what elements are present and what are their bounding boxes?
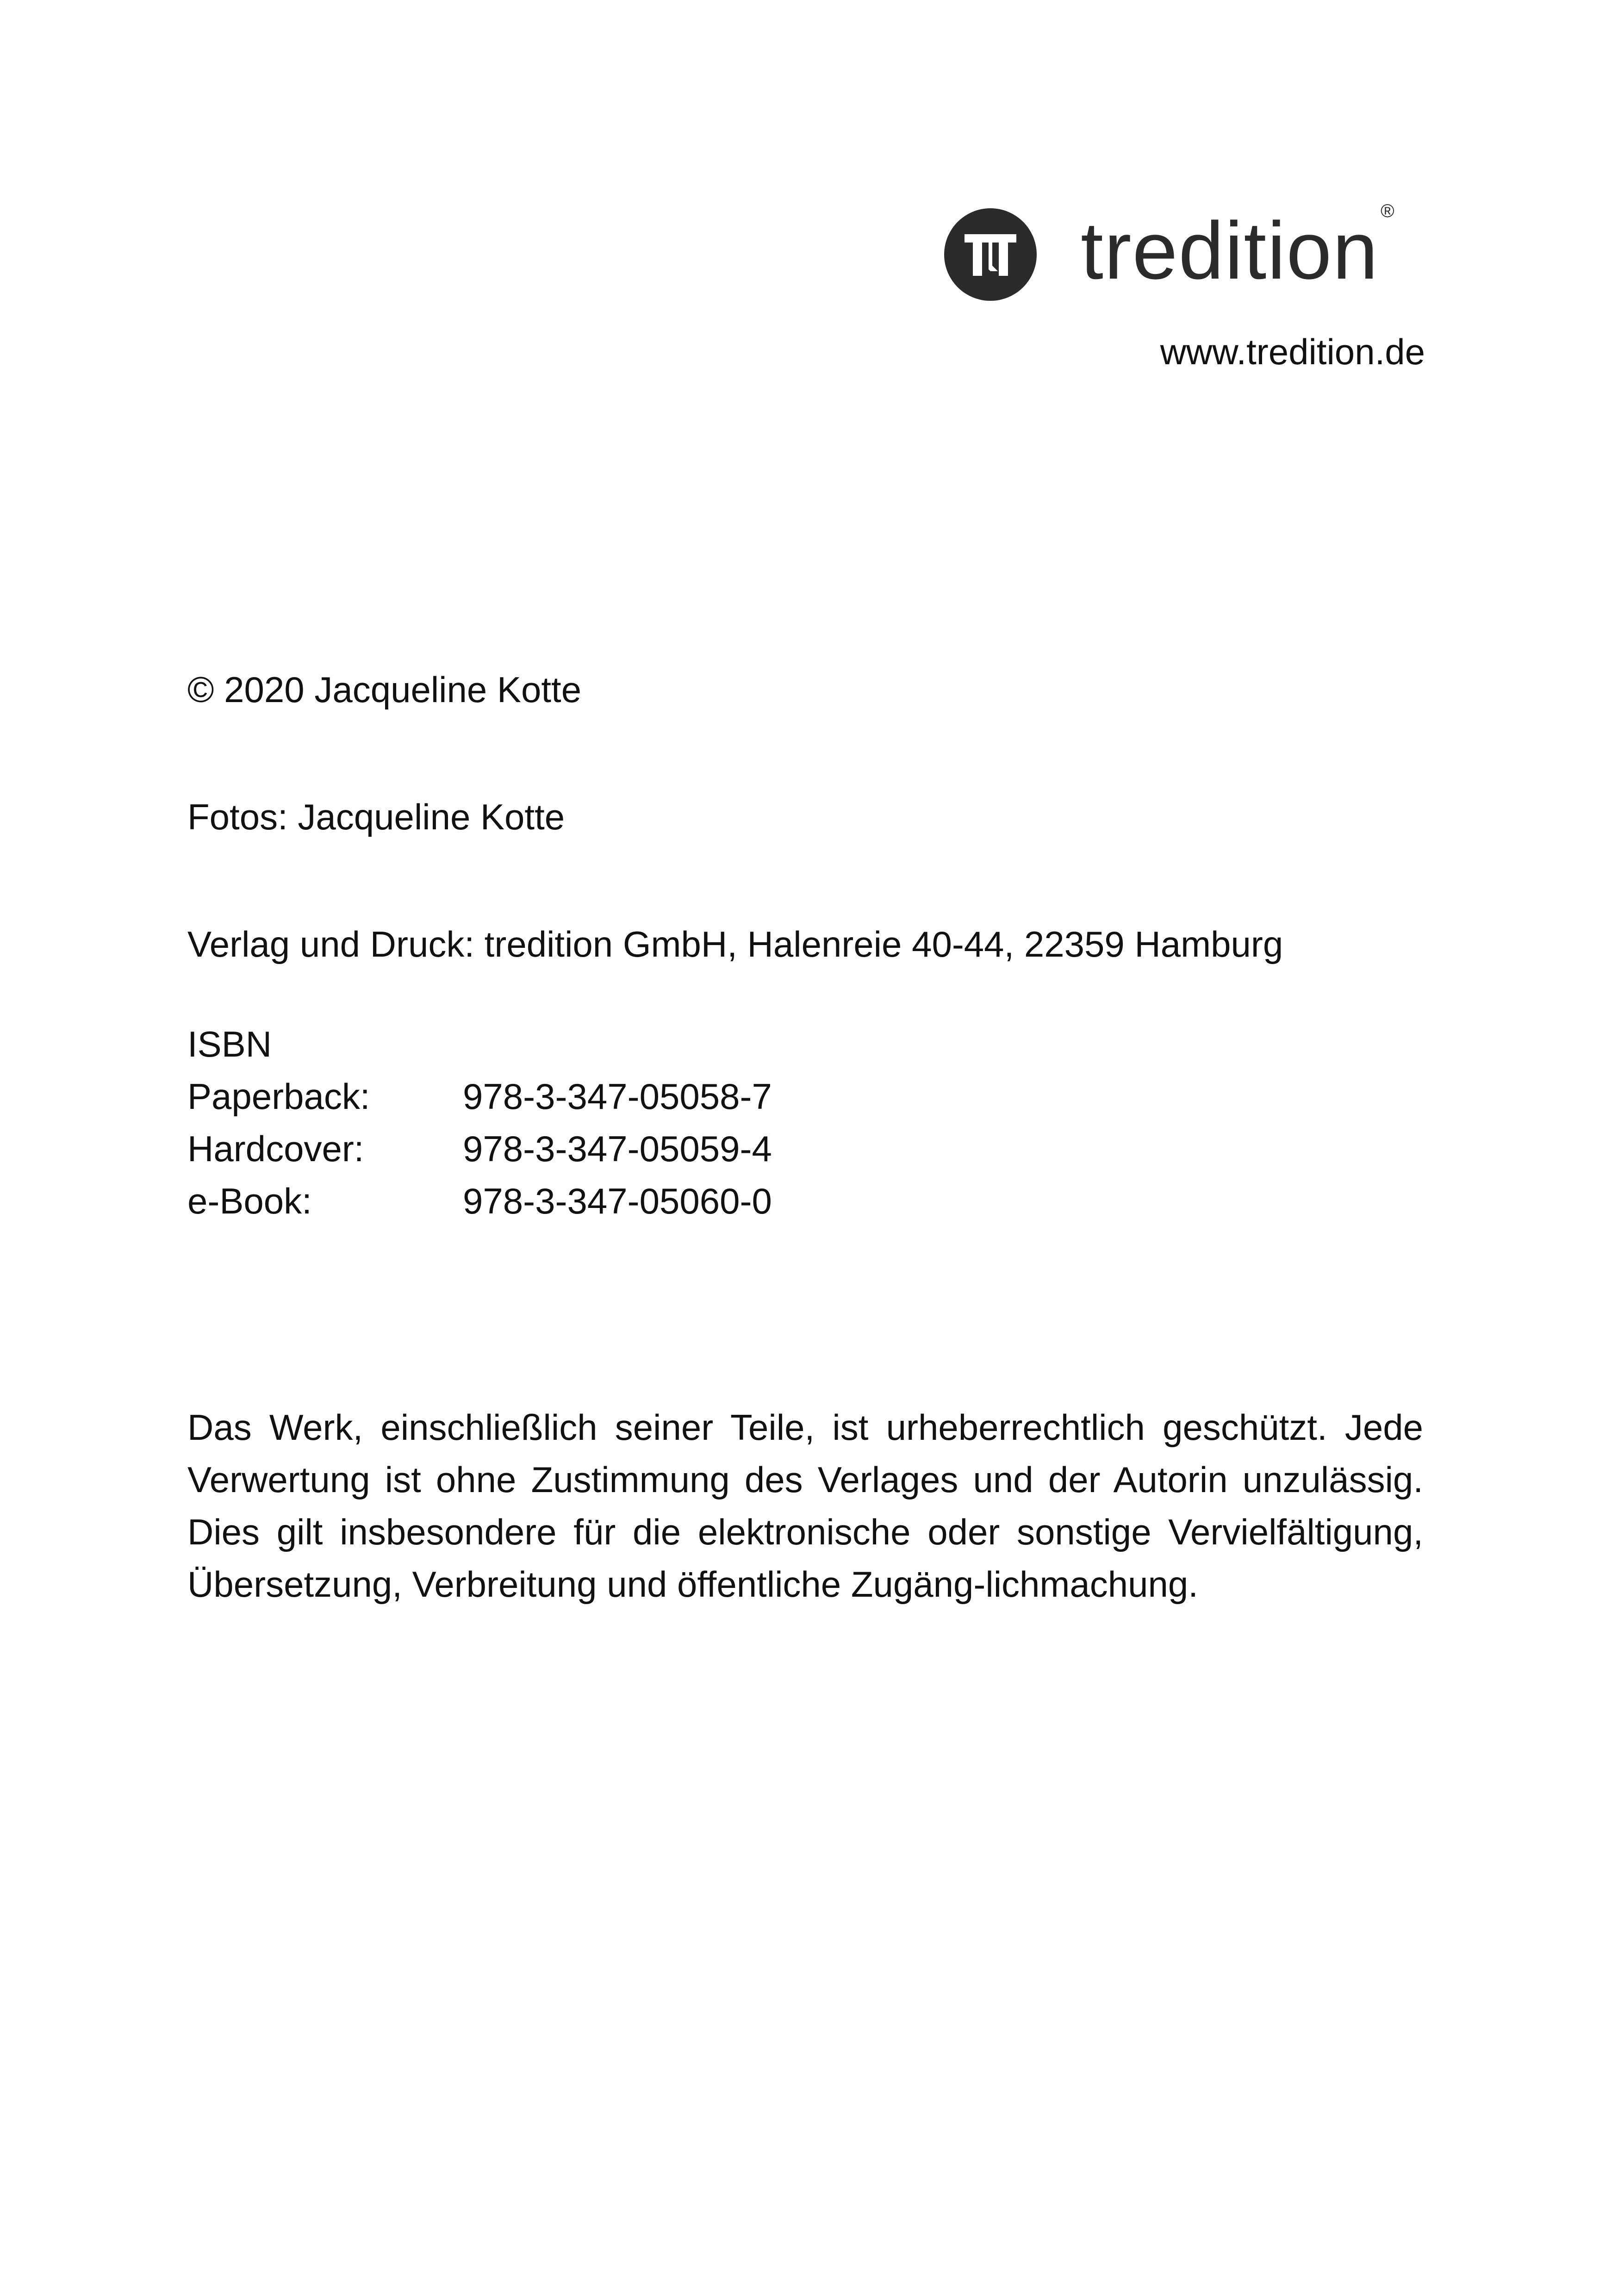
- copyright-line: © 2020 Jacqueline Kotte: [187, 669, 582, 710]
- isbn-value: 978-3-347-05058-7: [463, 1076, 772, 1117]
- isbn-row-hardcover: [187, 1123, 772, 1175]
- publisher-logo: [944, 201, 1425, 305]
- tredition-logo-icon: [944, 208, 1037, 301]
- isbn-label: e-Book:: [187, 1181, 312, 1221]
- isbn-heading: ISBN: [187, 1024, 272, 1064]
- legal-notice: Das Werk, einschließlich seiner Teile, ist urheberrechtlich geschützt. Jede Verwertung ist ohne Zustimmung des Verlages und der Autorin unzulässig. Dies gilt insbesondere für die elektronische oder sonstige Vervielfältigung, Übersetzung, Verbreitung und öffentliche Zugäng-lichmachung.: [187, 1407, 1423, 1605]
- isbn-row-paperback: [187, 1070, 772, 1123]
- isbn-label: Paperback:: [187, 1076, 370, 1117]
- logo-wordmark: tredition ®: [1081, 201, 1395, 296]
- photos-credit: Fotos: Jacqueline Kotte: [187, 796, 565, 837]
- registered-mark: ®: [1381, 201, 1395, 221]
- isbn-value: 978-3-347-05060-0: [463, 1181, 772, 1221]
- isbn-row-ebook: [187, 1175, 772, 1227]
- publisher-address: Verlag und Druck: tredition GmbH, Halenreie 40-44, 22359 Hamburg: [187, 924, 1283, 964]
- isbn-label: Hardcover:: [187, 1128, 364, 1169]
- isbn-block: [187, 1018, 772, 1227]
- publisher-website[interactable]: www.tredition.de: [1160, 331, 1425, 372]
- isbn-value: 978-3-347-05059-4: [463, 1128, 772, 1169]
